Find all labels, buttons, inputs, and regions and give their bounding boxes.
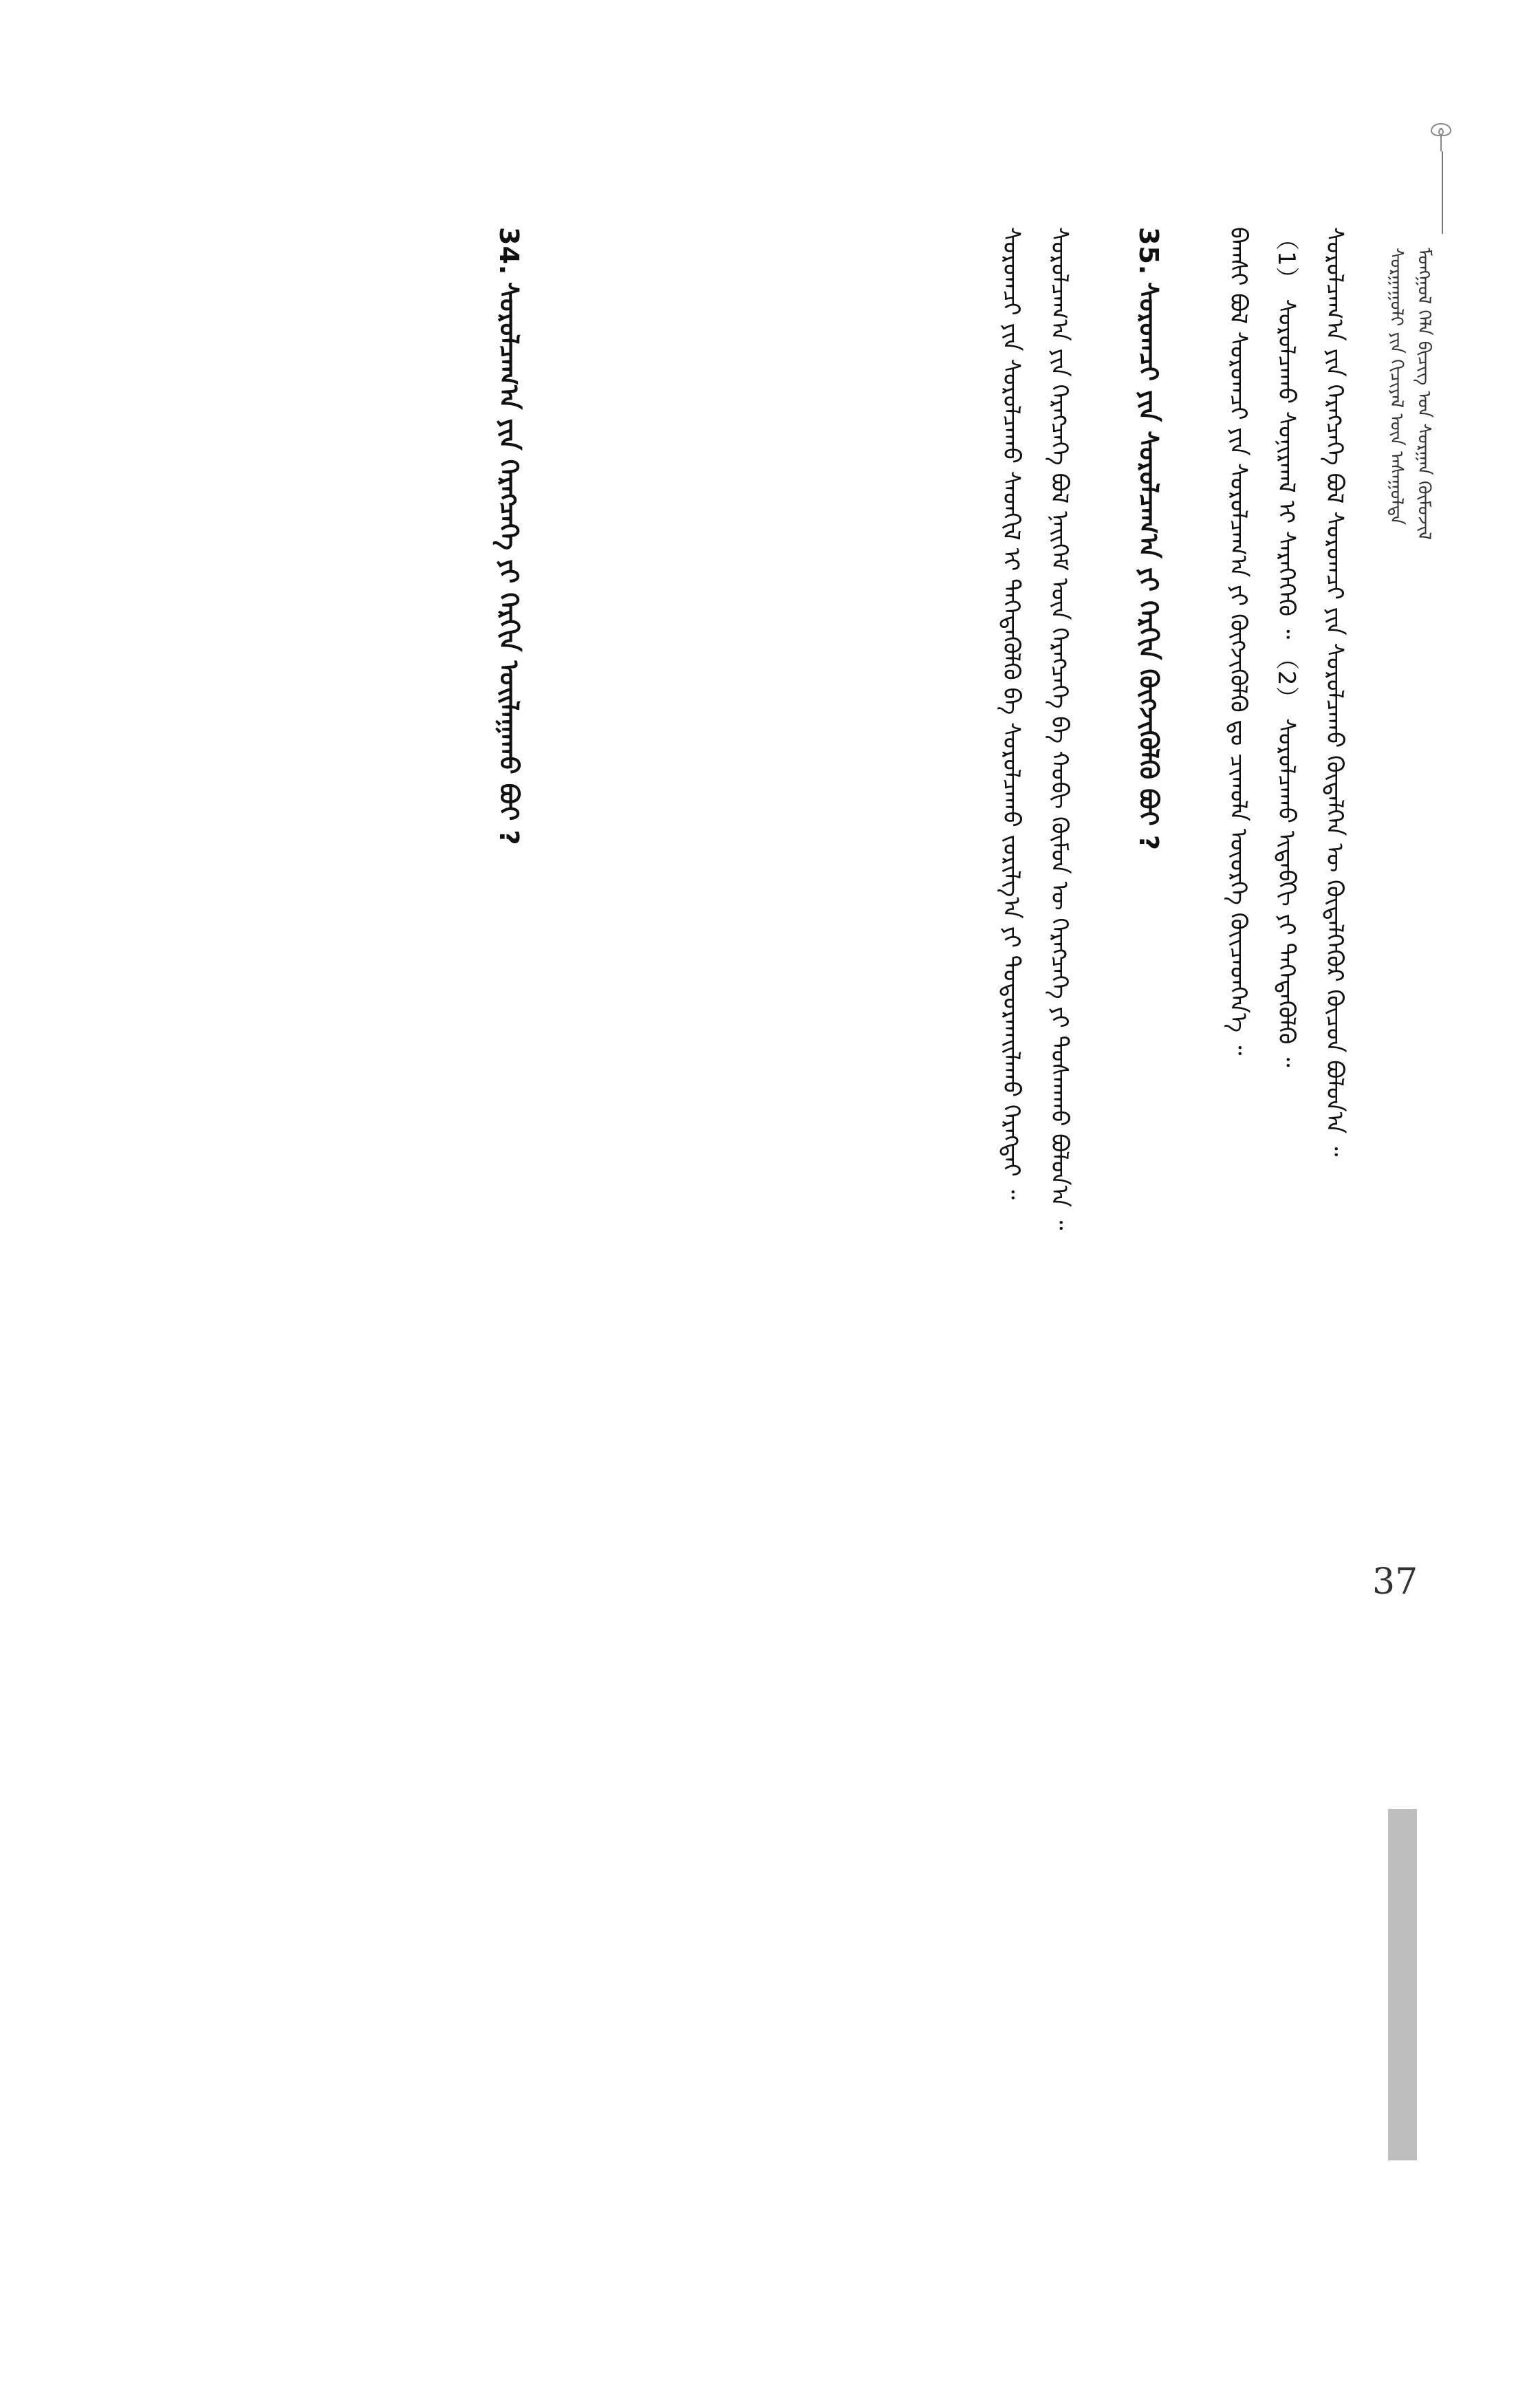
question-title: ᠰᠤᠷᠤᠭᠴᠢ ᠶᠢᠨ ᠰᠤᠷᠤᠯᠴᠠᠭ᠎ᠠ ᠶᠢ ᠬᠡᠷᠬᠢᠨ ᠬᠥᠭᠵᠢᠭᠦᠯᠬᠦ ᠪᠤᠢ ? — [1134, 282, 1164, 850]
question-title: ᠰᠤᠷᠤᠯᠴᠠᠭ᠎ᠠ ᠶᠢᠨ ᠬᠡᠷᠡᠭᠴᠡᠭᠡ ᠶᠢ ᠬᠡᠷᠬᠢᠨ ᠣᠢᠯᠠᠭᠠᠬᠤ ᠪᠤᠢ ? — [494, 282, 524, 845]
paragraph-text: ᠰᠤᠷᠤᠭᠴᠢ ᠶᠢᠨ ᠰᠤᠷᠤᠯᠴᠠᠬᠤ ᠰᠡᠳᠬᠢᠯ ᠢ ᠳᠡᠭᠡᠳᠡᠭᠦᠯᠬᠦ ᠪᠠ ᠰᠤᠷᠤᠯᠴᠠᠬᠤ ᠵᠣᠷᠢᠯᠭ᠎ᠠ ᠶᠢ ᠲᠣᠳᠣᠷᠬᠠᠢᠯᠠᠬᠤ ᠬᠡᠷᠡᠭᠲᠡᠢ ᠃ — [997, 227, 1025, 1200]
question-number: 34. — [494, 227, 524, 276]
running-subtitle: ᠰᠤᠷᠭᠠᠭᠤᠯᠢ ᠶᠢᠨ ᠬᠢᠴᠢᠶᠡᠯ ᠦᠨ ᠠᠰᠠᠭᠤᠯᠲᠠ — [1386, 248, 1407, 525]
paragraph-text: ᠰᠤᠷᠤᠯᠴᠠᠭ᠎ᠠ ᠶᠢᠨ ᠬᠡᠷᠡᠭᠴᠡᠭᠡ ᠪᠣᠯ ᠰᠤᠷᠤᠭᠴᠢ ᠶᠢᠨ ᠰᠤᠷᠤᠯᠴᠠᠬᠤ ᠬᠥᠳᠡᠯᠭᠡᠨ ᠦ ᠬᠥᠳᠡᠯᠭᠡᠭᠦᠷ ᠬᠦᠴᠦᠨ ᠪᠣᠯᠤᠨ᠎ᠠ ᠃ — [1321, 227, 1348, 1157]
paragraph-text: ᠰᠤᠷᠤᠯᠴᠠᠭ᠎ᠠ ᠶᠢᠨ ᠬᠡᠷᠡᠭᠴᠡᠭᠡ ᠪᠣᠯ ᠨᠡᠢᠭᠡᠮ ᠦᠨ ᠬᠡᠷᠡᠭᠴᠡᠭᠡ ᠪᠠ ᠬᠤᠪᠢ ᠬᠦᠮᠦᠨ ᠦ ᠬᠡᠷᠡᠭᠴᠡᠭᠡ ᠶᠢ ᠲᠤᠰᠬᠠᠬᠤ ᠪᠣᠯᠤᠨ᠎ᠠ ᠃ — [1046, 227, 1073, 1230]
question-number: 35. — [1134, 227, 1164, 276]
paragraph-text: （1） ᠰᠤᠷᠤᠯᠴᠠᠬᠤ ᠰᠣᠨᠢᠷᠬᠠᠯ ᠢ ᠰᠡᠷᠡᠭᠡᠭᠡᠬᠦ ᠃ （2） ᠰᠤᠷᠤᠯᠴᠠᠬᠤ ᠢᠳᠡᠪᠬᠢ ᠶᠢ ᠳᠡᠭᠡᠳᠡᠭᠦᠯᠬᠦ ᠃ — [1272, 227, 1300, 1067]
running-title: ᠮᠣᠩᠭᠣᠯ ᠬᠡᠯᠡ ᠪᠢᠴᠢᠭ ᠤᠨ ᠰᠤᠷᠭᠠᠨ ᠬᠦᠮᠦᠵᠢᠯ — [1414, 248, 1434, 541]
side-tab — [1388, 1809, 1417, 2160]
running-head-rule — [1442, 151, 1443, 234]
ornament-icon — [1417, 120, 1465, 155]
page-number: 37 — [1372, 1561, 1418, 1603]
paragraph-text: ᠪᠠᠭᠰᠢ ᠪᠣᠯ ᠰᠤᠷᠤᠭᠴᠢ ᠶᠢᠨ ᠰᠤᠷᠤᠯᠴᠠᠭ᠎ᠠ ᠶᠢ ᠬᠥᠭᠵᠢᠭᠦᠯᠬᠦ ᠳᠤ ᠴᠢᠬᠤᠯᠠ ᠦᠦᠷᠭᠡ ᠭᠦᠢᠴᠡᠳᠭᠡᠨ᠎ᠡ ᠃ — [1224, 227, 1252, 1056]
